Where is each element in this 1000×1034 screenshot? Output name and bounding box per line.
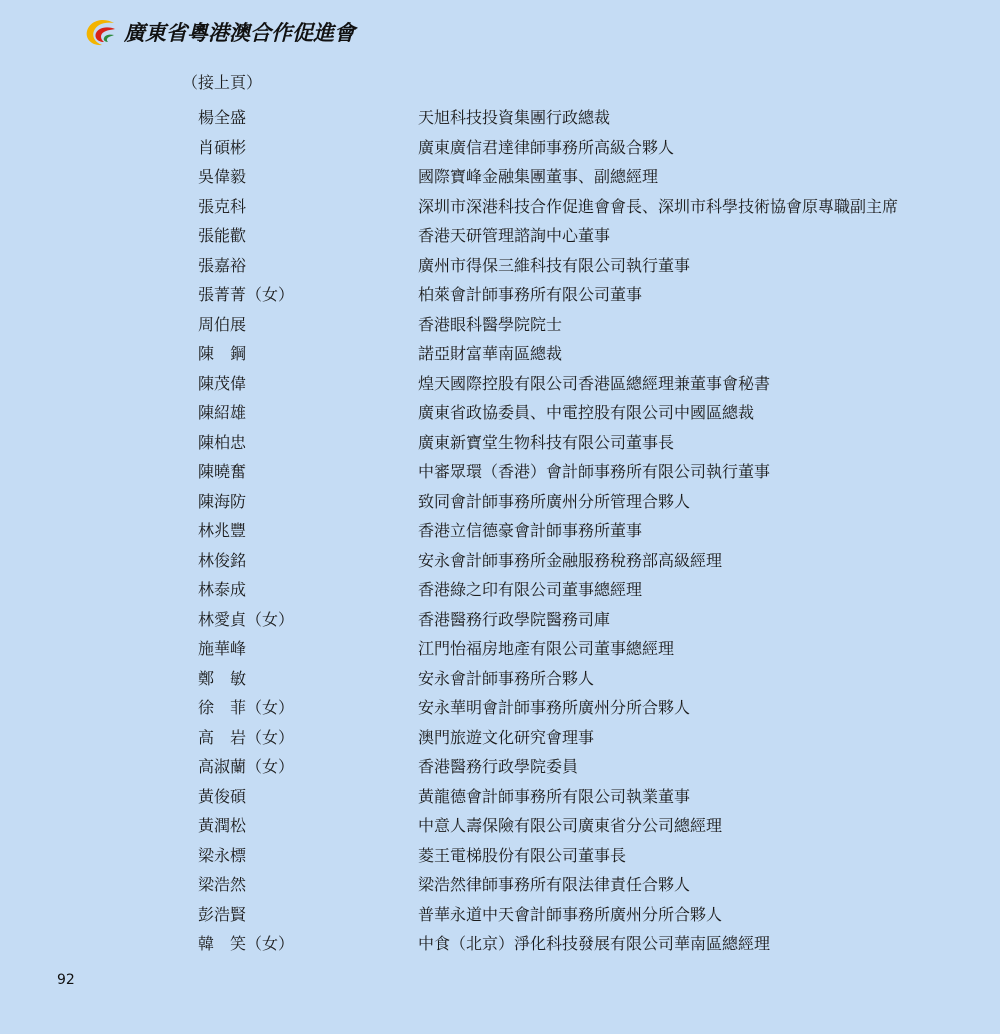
member-row	[0, 605, 1000, 635]
member-title: 柏萊會計師事務所有限公司董事	[418, 285, 643, 304]
member-row	[0, 339, 1000, 369]
member-title: 香港醫務行政學院委員	[418, 757, 579, 776]
member-name: 陳曉奮	[198, 462, 247, 481]
member-title: 廣州市得保三維科技有限公司執行董事	[418, 255, 691, 275]
member-name: 韓 笑（女）	[198, 934, 295, 953]
member-title: 香港綠之印有限公司董事總經理	[418, 580, 643, 599]
continued-from-previous-page-label: （接上頁）	[182, 73, 263, 92]
member-row	[0, 487, 1000, 517]
member-title: 致同會計師事務所廣州分所管理合夥人	[418, 491, 691, 511]
member-row	[0, 369, 1000, 399]
member-title: 中食（北京）淨化科技發展有限公司華南區總經理	[418, 934, 771, 953]
member-row	[0, 457, 1000, 487]
member-name: 林俊銘	[198, 550, 247, 570]
member-row	[0, 516, 1000, 546]
member-row	[0, 723, 1000, 753]
member-row	[0, 811, 1000, 841]
member-title: 深圳市深港科技合作促進會會長、深圳市科學技術協會原專職副主席	[418, 196, 899, 216]
member-name: 林泰成	[198, 580, 247, 599]
member-row	[0, 192, 1000, 222]
member-title: 安永華明會計師事務所廣州分所合夥人	[418, 698, 691, 717]
member-row	[0, 575, 1000, 605]
member-row	[0, 929, 1000, 959]
member-title: 江門怡福房地產有限公司董事總經理	[418, 639, 675, 658]
member-name: 彭浩賢	[198, 904, 247, 924]
member-row	[0, 664, 1000, 694]
member-name: 高淑蘭（女）	[198, 757, 295, 776]
member-title: 煌天國際控股有限公司香港區總經理兼董事會秘書	[418, 373, 771, 393]
member-name: 周伯展	[198, 314, 247, 334]
member-name: 鄭 敏	[198, 668, 247, 688]
page-header	[84, 14, 355, 50]
member-title: 澳門旅遊文化研究會理事	[418, 727, 595, 747]
member-title: 國際寶峰金融集團董事、副總經理	[418, 167, 659, 186]
member-title: 中審眾環（香港）會計師事務所有限公司執行董事	[418, 462, 771, 481]
member-title: 黃龍德會計師事務所有限公司執業董事	[418, 786, 691, 806]
member-title: 廣東新寶堂生物科技有限公司董事長	[418, 432, 675, 452]
member-name: 黃俊碩	[198, 786, 247, 806]
member-name: 張克科	[198, 196, 247, 216]
member-name: 張菁菁（女）	[198, 285, 295, 304]
member-name: 徐 菲（女）	[198, 698, 295, 717]
member-name: 陳海防	[198, 491, 247, 511]
member-title: 諾亞財富華南區總裁	[418, 344, 563, 363]
organization-name: 廣東省粵港澳合作促進會	[124, 20, 355, 45]
member-name: 施華峰	[198, 639, 247, 658]
member-title: 梁浩然律師事務所有限法律責任合夥人	[418, 875, 691, 894]
member-name: 吳偉毅	[198, 167, 247, 186]
member-title: 中意人壽保險有限公司廣東省分公司總經理	[418, 816, 723, 835]
member-name: 陳 鋼	[198, 344, 247, 363]
member-name: 陳茂偉	[198, 373, 247, 393]
member-row	[0, 162, 1000, 192]
member-row	[0, 841, 1000, 871]
member-name: 梁浩然	[198, 875, 247, 894]
page-number: 92	[57, 972, 75, 988]
member-row	[0, 634, 1000, 664]
member-name: 高 岩（女）	[198, 727, 295, 747]
member-name: 張能歡	[198, 226, 247, 245]
member-title: 香港眼科醫學院院士	[418, 314, 563, 334]
member-title: 廣東省政協委員、中電控股有限公司中國區總裁	[418, 403, 755, 422]
member-row	[0, 870, 1000, 900]
member-row	[0, 693, 1000, 723]
member-row	[0, 251, 1000, 281]
member-name: 黃潤松	[198, 816, 247, 835]
member-title: 安永會計師事務所金融服務稅務部高級經理	[418, 550, 723, 570]
member-row	[0, 398, 1000, 428]
member-name: 楊全盛	[198, 108, 247, 127]
member-row	[0, 900, 1000, 930]
member-row	[0, 280, 1000, 310]
member-row	[0, 546, 1000, 576]
member-title: 安永會計師事務所合夥人	[418, 668, 595, 688]
member-row	[0, 133, 1000, 163]
member-list	[0, 103, 1000, 959]
member-title: 香港天研管理諮詢中心董事	[418, 226, 611, 245]
member-name: 張嘉裕	[198, 255, 247, 275]
member-title: 香港立信德豪會計師事務所董事	[418, 521, 643, 540]
member-name: 林愛貞（女）	[198, 609, 295, 629]
member-row	[0, 428, 1000, 458]
member-name: 林兆豐	[198, 521, 247, 540]
member-title: 香港醫務行政學院醫務司庫	[418, 609, 611, 629]
member-row	[0, 752, 1000, 782]
swoosh-logo-icon	[84, 15, 118, 49]
member-row	[0, 782, 1000, 812]
member-title: 天旭科技投資集團行政總裁	[418, 108, 611, 127]
member-name: 梁永標	[198, 845, 247, 865]
member-title: 普華永道中天會計師事務所廣州分所合夥人	[418, 904, 723, 924]
member-row	[0, 103, 1000, 133]
member-name: 陳紹雄	[198, 403, 247, 422]
member-title: 廣東廣信君達律師事務所高級合夥人	[418, 137, 675, 157]
member-row	[0, 310, 1000, 340]
member-title: 菱王電梯股份有限公司董事長	[418, 845, 627, 865]
member-row	[0, 221, 1000, 251]
member-name: 陳柏忠	[198, 432, 247, 452]
member-name: 肖碩彬	[198, 137, 247, 157]
